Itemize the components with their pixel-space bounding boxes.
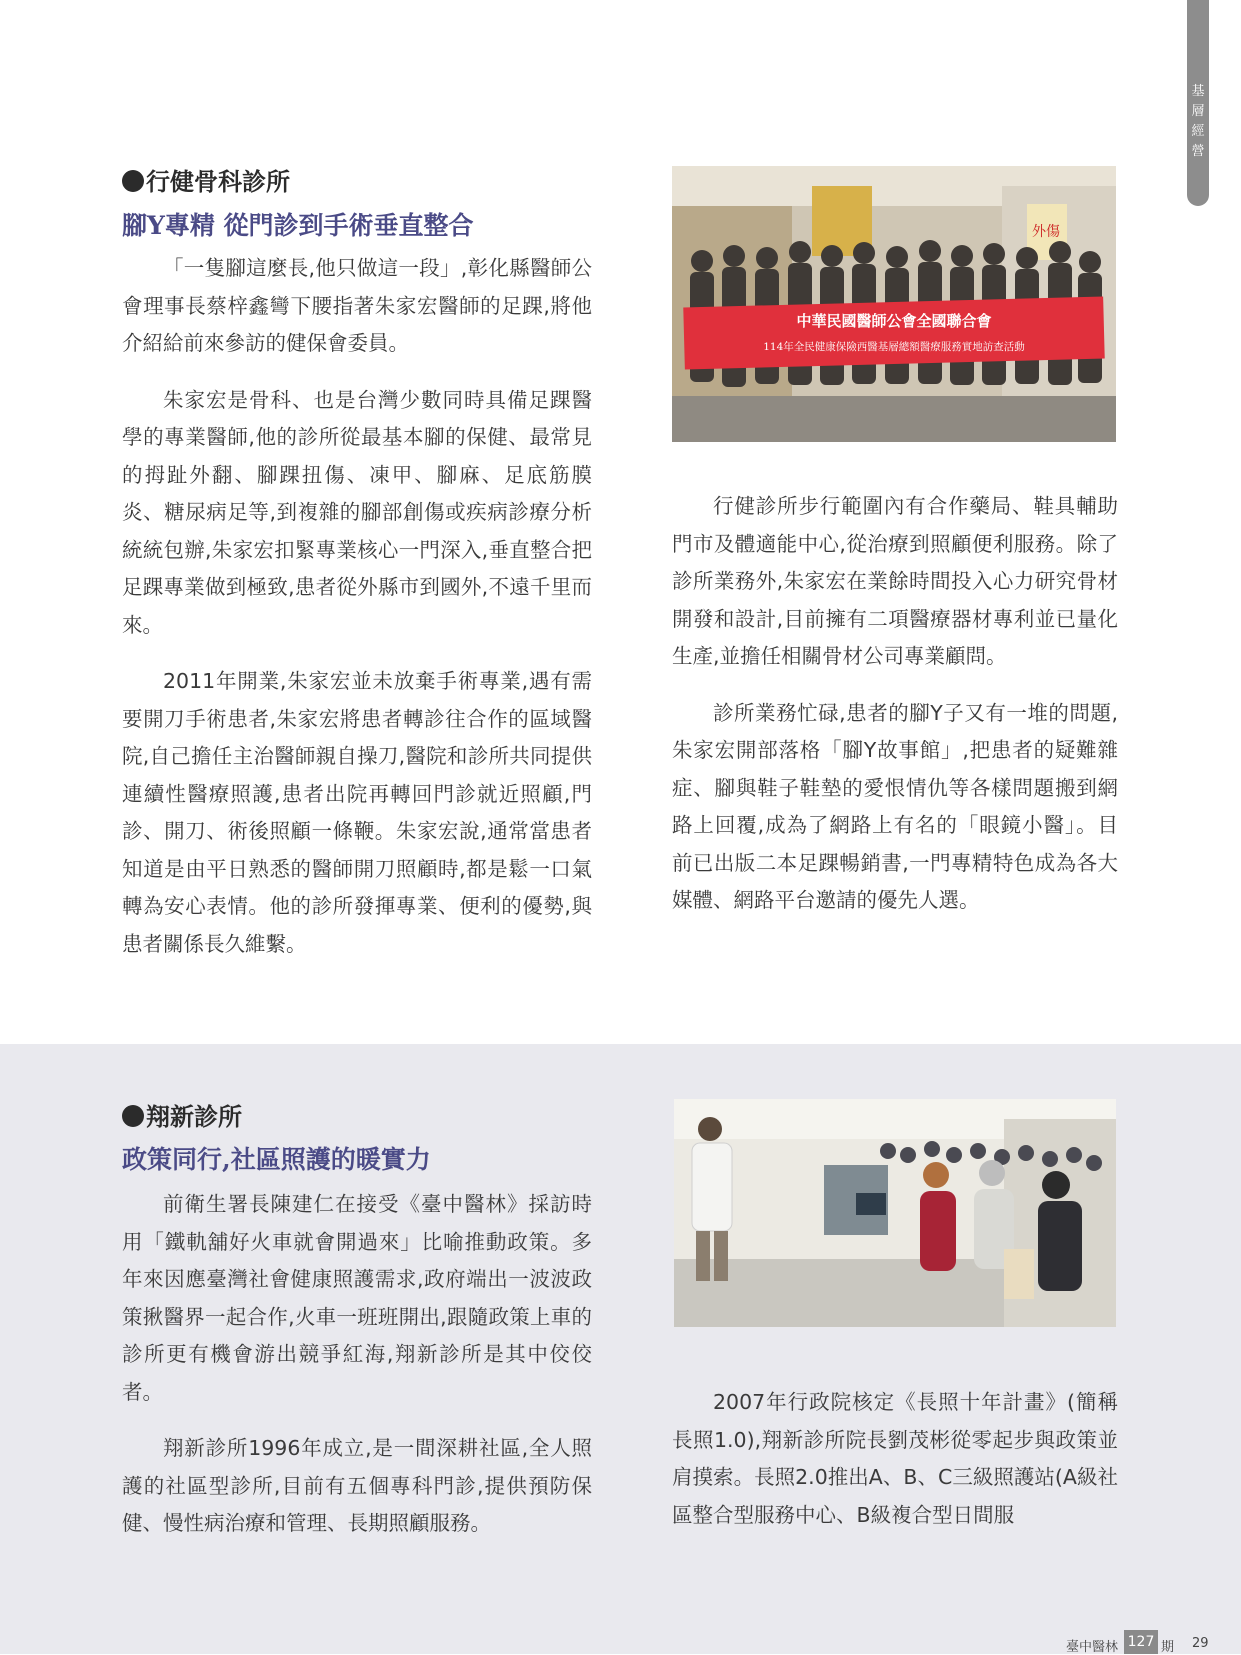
group-photo-clinic-visit (672, 166, 1116, 442)
footer-page-number: 29 (1192, 1636, 1209, 1651)
section2-subtitle: 政策同行,社區照護的暖實力 (122, 1145, 431, 1174)
section1-subtitle: 腳Y專精 從門診到手術垂直整合 (122, 211, 474, 240)
banner-subtitle: 114年全民健康保險西醫基層總額醫療服務實地訪查活動 (763, 341, 1025, 353)
section2-right-column (672, 1384, 1118, 1553)
seminar-photo (674, 1099, 1116, 1327)
footer-issue-number: 127 (1124, 1630, 1158, 1654)
side-tab-char: 基 (1191, 84, 1205, 99)
bullet-icon (122, 170, 144, 192)
side-tab-char: 營 (1191, 144, 1205, 159)
section2-heading (122, 1097, 242, 1132)
section1-right-column (672, 488, 1118, 939)
clinic-sign-text: 外傷 (1032, 224, 1060, 240)
side-tab (1187, 0, 1209, 206)
footer-issue-suffix: 期 (1161, 1640, 1175, 1655)
bullet-icon (122, 1105, 144, 1127)
paragraph: 前衛生署長陳建仁在接受《臺中醫林》採訪時用「鐵軌舖好火車就會開過來」比喻推動政策。多年來因應臺灣社會健康照護需求,政府端出一波波政策揪醫界一起合作,火車一班班開出,跟隨政策上車的診所更有機會游出競爭紅海,翔新診所是其中佼佼者。 (122, 1192, 592, 1404)
footer-magazine-name: 臺中醫林 (1066, 1640, 1119, 1655)
paragraph: 朱家宏是骨科、也是台灣少數同時具備足踝醫學的專業醫師,他的診所從最基本腳的保健、最常見的拇趾外翻、腳踝扭傷、凍甲、腳麻、足底筋膜炎、糖尿病足等,到複雜的腳部創傷或疾病診療分析統統包辦,朱家宏扣緊專業核心一門深入,垂直整合把足踝專業做到極致,患者從外縣市到國外,不遠千里而來。 (122, 387, 592, 637)
banner-title: 中華民國醫師公會全國聯合會 (796, 312, 992, 330)
paragraph: 2007年行政院核定《長照十年計畫》(簡稱長照1.0),翔新診所院長劉茂彬從零起步與政策並肩摸索。長照2.0推出A、B、C三級照護站(A級社區整合型服務中心、B級複合型日間服 (672, 1390, 1118, 1527)
group-photo-illustration (672, 166, 1116, 442)
paragraph: 2011年開業,朱家宏並未放棄手術專業,遇有需要開刀手術患者,朱家宏將患者轉診往合作的區域醫院,自己擔任主治醫師親自操刀,醫院和診所共同提供連續性醫療照護,患者出院再轉回門診就近照顧,門診、開刀、術後照顧一條鞭。朱家宏說,通常當患者知道是由平日熟悉的醫師開刀照顧時,都是鬆一口氣轉為安心表情。他的診所發揮專業、便利的優勢,與患者關係長久維繫。 (122, 669, 592, 956)
section1-heading-text: 行健骨科診所 (146, 168, 290, 196)
side-tab-char: 經 (1191, 124, 1205, 139)
section2-left-column (122, 1186, 592, 1562)
paragraph: 診所業務忙碌,患者的腳Y子又有一堆的問題,朱家宏開部落格「腳Y故事館」,把患者的疑難雜症、腳與鞋子鞋墊的愛恨情仇等各樣問題搬到網路上回覆,成為了網路上有名的「眼鏡小醫」。目前已出版二本足踝暢銷書,一門專精特色成為各大媒體、網路平台邀請的優先人選。 (672, 700, 1118, 912)
paragraph: 翔新診所1996年成立,是一間深耕社區,全人照護的社區型診所,目前有五個專科門診,提供預防保健、慢性病治療和管理、長期照顧服務。 (122, 1436, 592, 1535)
section1-left-column (122, 250, 592, 982)
seminar-photo-illustration (674, 1099, 1116, 1327)
side-tab-char: 層 (1191, 104, 1205, 119)
section1-heading (122, 162, 290, 197)
section2-heading-text: 翔新診所 (146, 1103, 242, 1131)
paragraph: 行健診所步行範圍內有合作藥局、鞋具輔助門市及體適能中心,從治療到照顧便利服務。除了診所業務外,朱家宏在業餘時間投入心力研究骨材開發和設計,目前擁有二項醫療器材專利並已量化生產,並擔任相關骨材公司專業顧問。 (672, 494, 1118, 668)
paragraph: 「一隻腳這麼長,他只做這一段」,彰化縣醫師公會理事長蔡梓鑫彎下腰指著朱家宏醫師的足踝,將他介紹給前來參訪的健保會委員。 (122, 256, 592, 355)
